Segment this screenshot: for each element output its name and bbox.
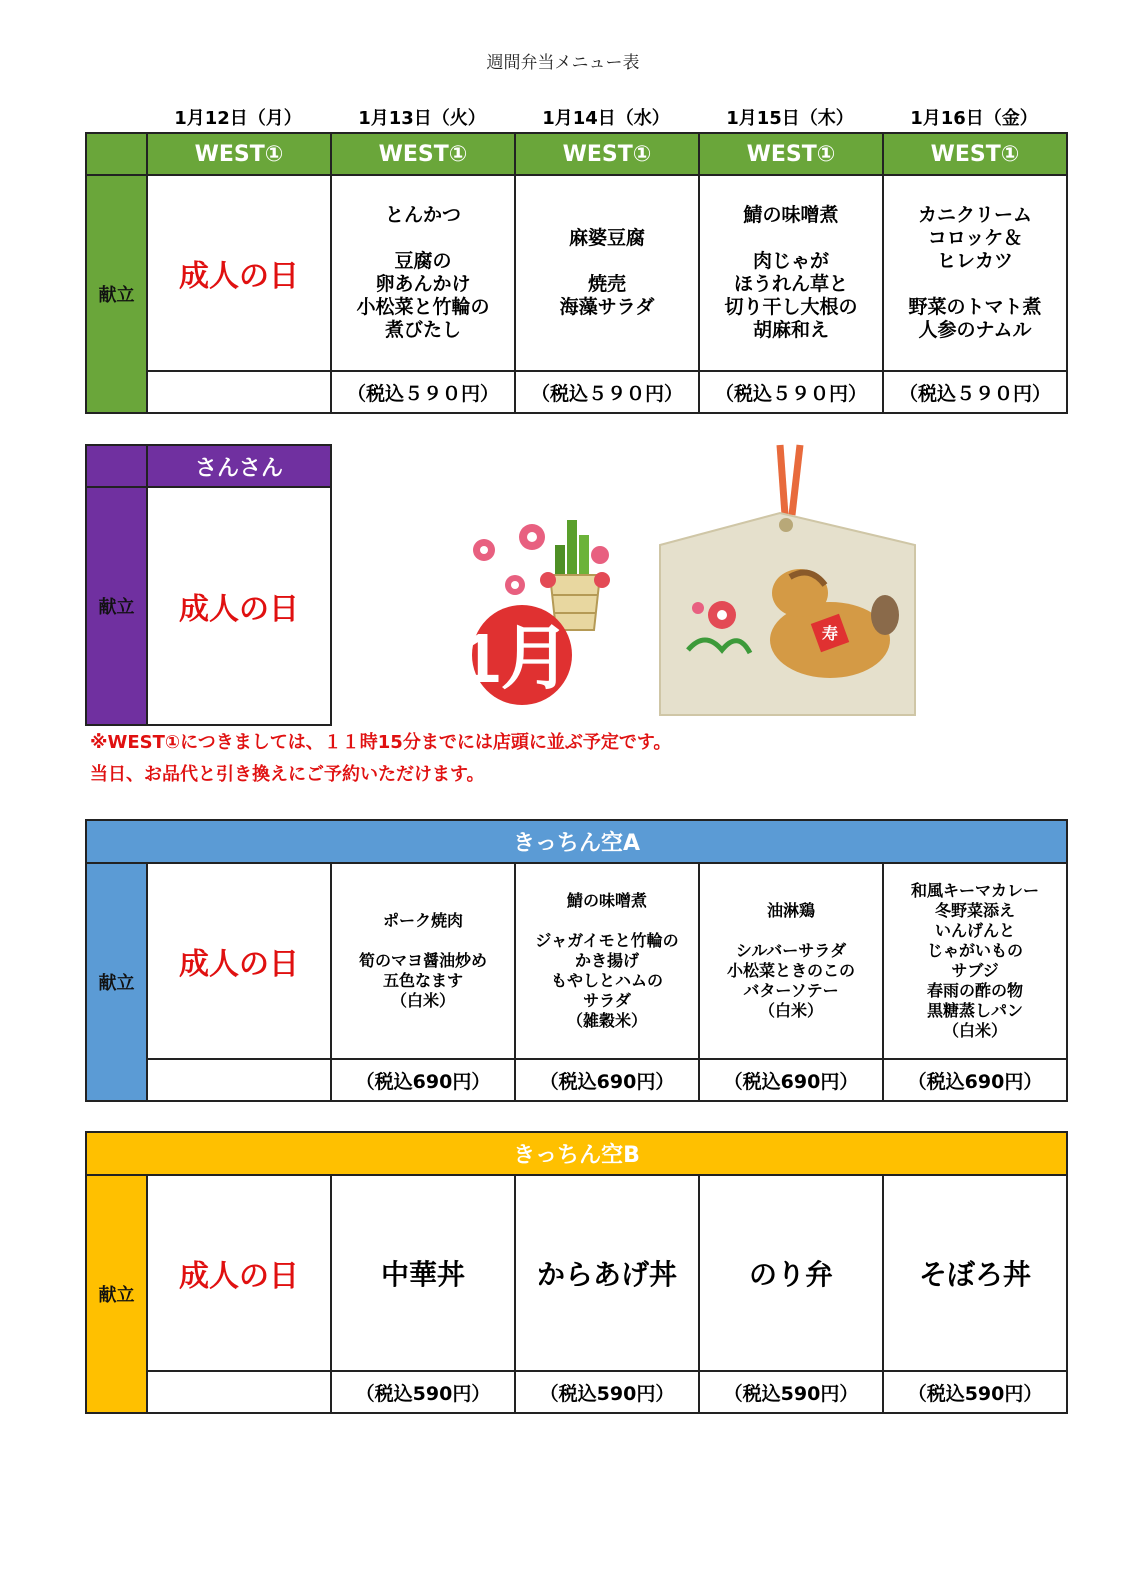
west-header-tue: WEST① (331, 133, 515, 175)
kitchen-a-price-fri: （税込690円） (883, 1059, 1067, 1101)
west-header-mon: WEST① (147, 133, 331, 175)
west-price-wed: （税込５９０円） (515, 371, 699, 413)
kitchen-b-menu-table (85, 1131, 1068, 1414)
west-header-thu: WEST① (699, 133, 883, 175)
west-price-fri: （税込５９０円） (883, 371, 1067, 413)
kitchen-b-menu-wed: からあげ丼 (515, 1175, 699, 1371)
kitchen-a-row-label: 献立 (86, 863, 147, 1101)
sansan-header: さんさん (147, 445, 331, 487)
kitchen-b-menu-fri: そぼろ丼 (883, 1175, 1067, 1371)
west-menu-thu: 鯖の味噌煮 肉じゃが ほうれん草と 切り干し大根の 胡麻和え (699, 175, 883, 371)
kitchen-b-holiday: 成人の日 (147, 1175, 331, 1371)
west-menu-table (85, 132, 1068, 414)
kitchen-b-price-thu: （税込590円） (699, 1371, 883, 1413)
west-menu-tue: とんかつ 豆腐の 卵あんかけ 小松菜と竹輪の 煮びたし (331, 175, 515, 371)
west-header-fri: WEST① (883, 133, 1067, 175)
kitchen-b-price-fri: （税込590円） (883, 1371, 1067, 1413)
notice-line-1: ※WEST①につきましては、１１時15分までには店頭に並ぶ予定です。 (90, 732, 672, 753)
west-header-wed: WEST① (515, 133, 699, 175)
kitchen-b-price-tue: （税込590円） (331, 1371, 515, 1413)
date-mon: 1月12日（月） (174, 108, 302, 129)
date-tue: 1月13日（火） (358, 108, 486, 129)
date-fri: 1月16日（金） (910, 108, 1038, 129)
west-row-label: 献立 (86, 175, 147, 413)
kitchen-a-menu-thu: 油淋鶏 シルバーサラダ 小松菜ときのこの バターソテー （白米） (699, 863, 883, 1059)
page-title: 週間弁当メニュー表 (486, 53, 640, 73)
sansan-menu-table (85, 444, 332, 726)
sansan-holiday: 成人の日 (147, 487, 331, 725)
date-thu: 1月15日（木） (726, 108, 854, 129)
sansan-row-label: 献立 (86, 487, 147, 725)
new-year-illustration (460, 425, 950, 730)
west-price-tue: （税込５９０円） (331, 371, 515, 413)
kitchen-a-price-tue: （税込690円） (331, 1059, 515, 1101)
west-menu-fri: カニクリーム コロッケ＆ ヒレカツ 野菜のトマト煮 人参のナムル (883, 175, 1067, 371)
kitchen-a-header: きっちん空A (86, 820, 1067, 863)
kitchen-b-row-label: 献立 (86, 1175, 147, 1413)
kitchen-b-header: きっちん空B (86, 1132, 1067, 1175)
kitchen-b-price-wed: （税込590円） (515, 1371, 699, 1413)
svg-text:寿: 寿 (821, 624, 839, 643)
kitchen-a-menu-fri: 和風キーマカレー 冬野菜添え いんげんと じゃがいもの サブジ 春雨の酢の物 黒糖蒸しパン （白米） (883, 863, 1067, 1059)
kitchen-b-menu-tue: 中華丼 (331, 1175, 515, 1371)
west-menu-wed: 麻婆豆腐 焼売 海藻サラダ (515, 175, 699, 371)
west-holiday: 成人の日 (147, 175, 331, 371)
kitchen-a-holiday: 成人の日 (147, 863, 331, 1059)
kitchen-a-price-thu: （税込690円） (699, 1059, 883, 1101)
kitchen-a-menu-table (85, 819, 1068, 1102)
kitchen-b-menu-thu: のり弁 (699, 1175, 883, 1371)
kitchen-a-menu-tue: ポーク焼肉 筍のマヨ醤油炒め 五色なます （白米） (331, 863, 515, 1059)
notice-line-2: 当日、お品代と引き換えにご予約いただけます。 (90, 764, 485, 785)
kitchen-a-menu-wed: 鯖の味噌煮 ジャガイモと竹輪の かき揚げ もやしとハムの サラダ （雑穀米） (515, 863, 699, 1059)
month-badge-label: 1月 (461, 619, 571, 697)
kadomatsu-icon (540, 520, 610, 630)
date-wed: 1月14日（水） (542, 108, 670, 129)
kitchen-a-price-wed: （税込690円） (515, 1059, 699, 1101)
west-price-thu: （税込５９０円） (699, 371, 883, 413)
